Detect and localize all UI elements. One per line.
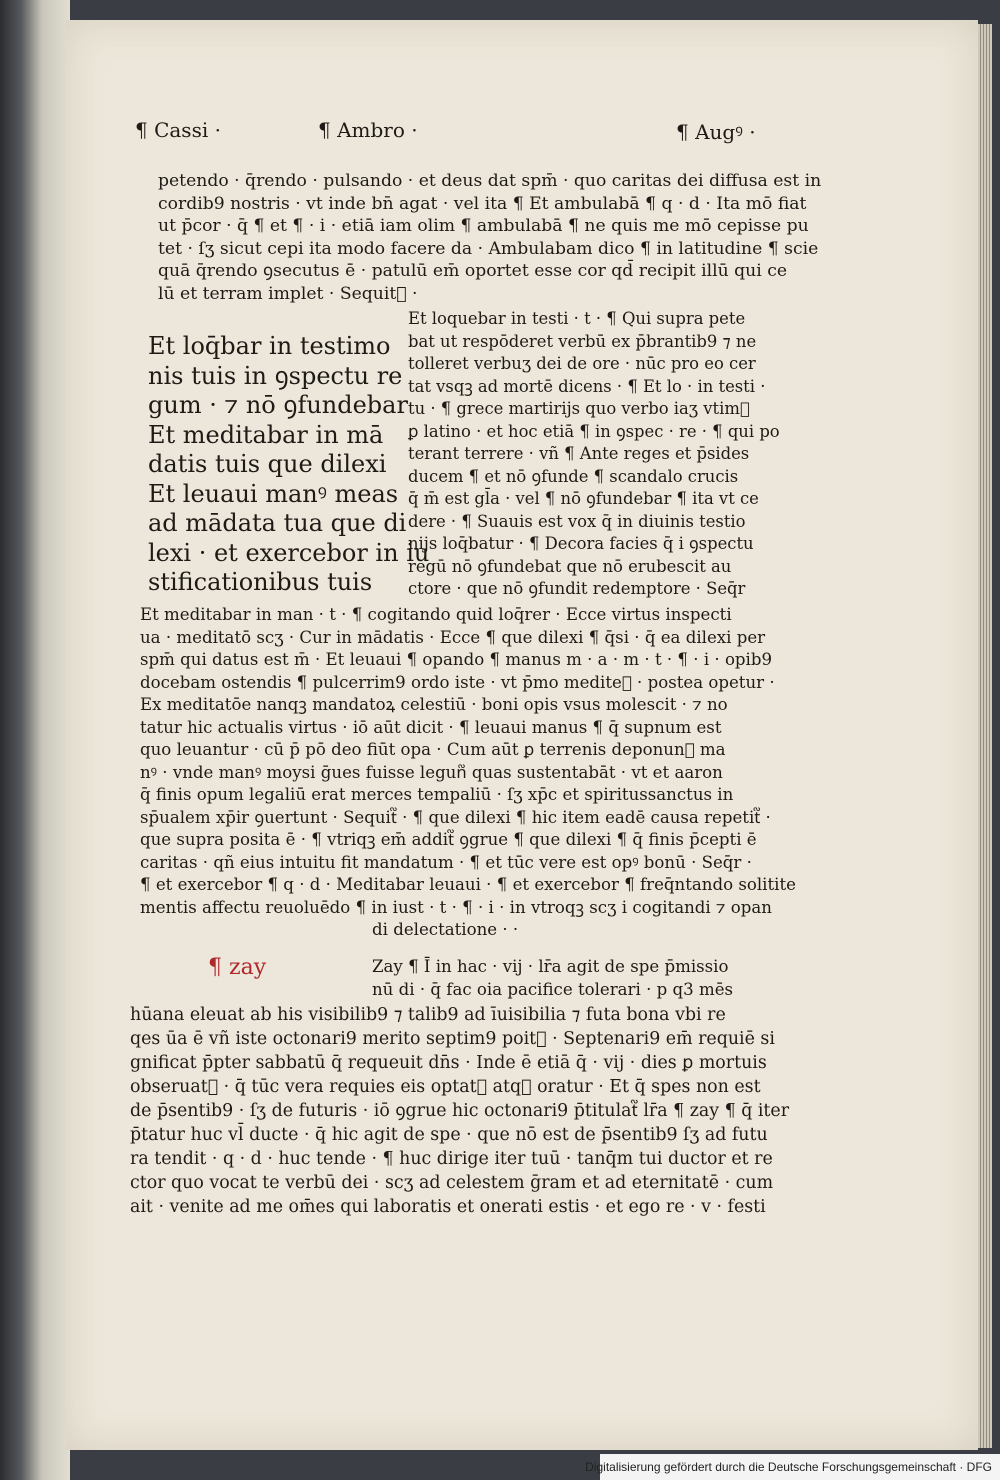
text-line: ait · venite ad me om̄es qui laboratis et onerati estis · et ego re · v · festi (130, 1197, 766, 1217)
text-line: Zay ¶ Ī in hac · vij · lr̄a agit de spe p̄missio (372, 957, 729, 976)
text-line: obseruat᷑ · q̄ tūc vera requies eis optat᷑ atqꝫ oratur · Et q̄ spes non est (130, 1077, 761, 1097)
text-line: docebam ostendis ¶ pulcerrim9 ordo iste · vt p̄mo medite᷑ · postea opetur · (140, 672, 775, 692)
bible-line: stificationibus tuis (148, 568, 373, 596)
bible-line: nis tuis in ꝯspectu re (148, 361, 403, 390)
text-line: hūana eleuat ab his visibilib9 ⁊ talib9 ad īuisibilia ⁊ futa bona vbi re (130, 1005, 726, 1025)
bible-line: Et meditabar in mā (148, 420, 384, 449)
text-line: quo leuantur · cū p̄ pō deo fiūt opa · Cum aūt ꝑ terrenis deponun᷑ ma (140, 740, 726, 759)
right-commentary (408, 308, 780, 601)
text-line: bat ut respōderet verbū ex p̄brantib9 ⁊ ne (408, 331, 757, 351)
text-line: de p̄sentib9 · ſʒ de futuris · iō ꝯgrue hic octonari9 p̄titulat᷑ lr̄a ¶ zay ¶ q̄ iter (130, 1101, 790, 1121)
text-line: Et meditabar in man · t · ¶ cogitando quid loq̄rer · Ecce virtus inspecti (140, 605, 732, 624)
bible-line: datis tuis que dilexi (148, 450, 387, 478)
bible-line: lexi · et exercebor in iu (148, 538, 430, 567)
page-edges (978, 24, 992, 1448)
text-line: Ex meditatōe nanqꝫ mandatoꝝ celestiū · boni opis vsus molescit · ⁊ no (140, 695, 728, 714)
text-line: ctor quo vocat te verbū dei · scʒ ad celestem ḡram et ad eternitatē · cum (130, 1173, 774, 1193)
header-cassiodorus: ¶ Cassi · (135, 118, 221, 142)
text-line: tat vsqꝫ ad mortē dicens · ¶ Et lo · in testi · (408, 376, 766, 396)
text-line: ducem ¶ et nō ꝯfunde ¶ scandalo crucis (408, 466, 739, 486)
text-line: q̄ m̄ est gl̄a · vel ¶ nō ꝯfundebar ¶ ita vt ce (408, 489, 759, 508)
text-line: tolleret verbuʒ dei de ore · nūc pro eo cer (408, 354, 756, 373)
bottom-commentary (130, 1003, 789, 1219)
text-line: caritas · qñ eius intuitu fit mandatum · ¶ et tūc vere est opꝰ bonū · Seq̄r · (140, 852, 752, 872)
text-line: nū di · q̄ fac oia pacifice tolerari · p q3 mēs (372, 979, 734, 999)
text-line: sp̄ualem xp̄ir ꝯuertunt · Sequit᷑ · ¶ que dilexi ¶ hic item eadē causa repetit᷑ · (140, 807, 771, 827)
text-line: ¶ et exercebor ¶ q · d · Meditabar leuaui · ¶ et exercebor ¶ freq̄ntando solitite (140, 875, 796, 894)
zay-heading: ¶ zay (208, 955, 267, 980)
text-line: spm̄ qui datus est m̄ · Et leuaui ¶ opando ¶ manus m · a · m · t · ¶ · i · opib9 (140, 650, 773, 669)
text-line: di delectatione · · (372, 920, 519, 939)
text-line: p̄tatur huc vl̄ ducte · q̄ hic agit de spe · que nō est de p̄sentib9 ſʒ ad futu (130, 1125, 768, 1145)
zay-commentary-intro (372, 956, 733, 1001)
text-line: petendo · q̄rendo · pulsando · et deus dat spm̄ · quo caritas dei diffusa est in (158, 171, 822, 191)
text-line: regū nō ꝯfundebat que nō erubescit au (408, 556, 732, 576)
text-line: q̄ finis opum legaliū erat merces tempaliū · ſʒ xp̄c et spiritussanctus in (140, 785, 734, 804)
text-line: dere · ¶ Suauis est vox q̄ in diuinis testio (408, 511, 746, 531)
text-line: gnificat p̄pter sabbatū q̄ requeuit dn̄s · Inde ē etiā q̄ · vij · dies ꝑ mortuis (130, 1053, 767, 1073)
text-line: cordib9 nostris · vt inde bn̄ agat · vel ita ¶ Et ambulabā ¶ q · d · Ita mō fiat (158, 193, 807, 214)
text-line: tu · ¶ grece martirijs quo verbo iaʒ vtim᷑ (408, 399, 750, 418)
bible-text-column (148, 332, 429, 598)
text-line: lū et terram implet · Sequit᷑ · (158, 283, 418, 304)
bible-line: Et leuaui manꝰ meas (148, 479, 399, 508)
middle-commentary (140, 604, 796, 942)
bible-line: gum · ⁊ nō ꝯfundebar (148, 391, 408, 419)
text-line: qes ūa ē vñ iste octonari9 merito septim9 poit᷑ · Septenari9 em̄ requiē si (130, 1029, 775, 1049)
text-line: terant terrere · vñ ¶ Ante reges et p̄sides (408, 444, 750, 463)
text-line: nꝰ · vnde manꝰ moysi ḡues fuisse legun᷑ quas sustentabāt · vt et aaron (140, 762, 723, 782)
text-line: ra tendit · q · d · huc tende · ¶ huc dirige iter tuū · tanq̄m tui ductor et re (130, 1149, 773, 1169)
text-line: quā q̄rendo ꝯsecutus ē · patulū em̄ oportet esse cor qd̄ recipit illū qui ce (158, 261, 788, 281)
text-line: tet · ſʒ sicut cepi ita modo facere da · Ambulabam dico ¶ in latitudine ¶ scie (158, 238, 819, 259)
text-line: ut p̄cor · q̄ ¶ et ¶ · i · etiā iam olim ¶ ambulabā ¶ ne quis me mō cepisse pu (158, 216, 809, 236)
header-augustinus: ¶ Augꝰ · (676, 120, 756, 144)
footer-bar (585, 1454, 1000, 1480)
text-line: ua · meditatō scʒ · Cur in mādatis · Ecce ¶ que dilexi ¶ q̄si · q̄ ea dilexi per (140, 627, 766, 647)
book-spine (0, 0, 70, 1480)
bible-line: Et loq̄bar in testimo (148, 332, 391, 360)
text-line: tatur hic actualis virtus · iō aūt dicit · ¶ leuaui manus ¶ q̄ supnum est (140, 717, 722, 737)
text-line: Et loquebar in testi · t · ¶ Qui supra pete (408, 309, 746, 328)
header-ambrosius: ¶ Ambro · (318, 118, 418, 142)
text-line: que supra posita ē · ¶ vtriqꝫ em̄ addit᷑ ꝯgrue ¶ que dilexi ¶ q̄ finis p̄cepti ē (140, 830, 757, 849)
bible-line: ad mādata tua que di (148, 509, 407, 537)
top-commentary (158, 170, 821, 305)
text-line: ctore · que nō ꝯfundit redemptore · Seq̄r (408, 579, 746, 598)
text-line: ꝑ latino · et hoc etiā ¶ in ꝯspec · re · ¶ qui po (408, 421, 780, 441)
text-line: nijs loq̄batur · ¶ Decora facies q̄ i ꝯspectu (408, 534, 754, 553)
text-line: mentis affectu reuoluēdo ¶ in iust · t · ¶ · i · in vtroqꝫ scʒ i cogitandi ⁊ opan (140, 897, 772, 917)
footer-credit: Digitalisierung gefördert durch die Deutsche Forschungsgemeinschaft · DFG (585, 1460, 992, 1474)
